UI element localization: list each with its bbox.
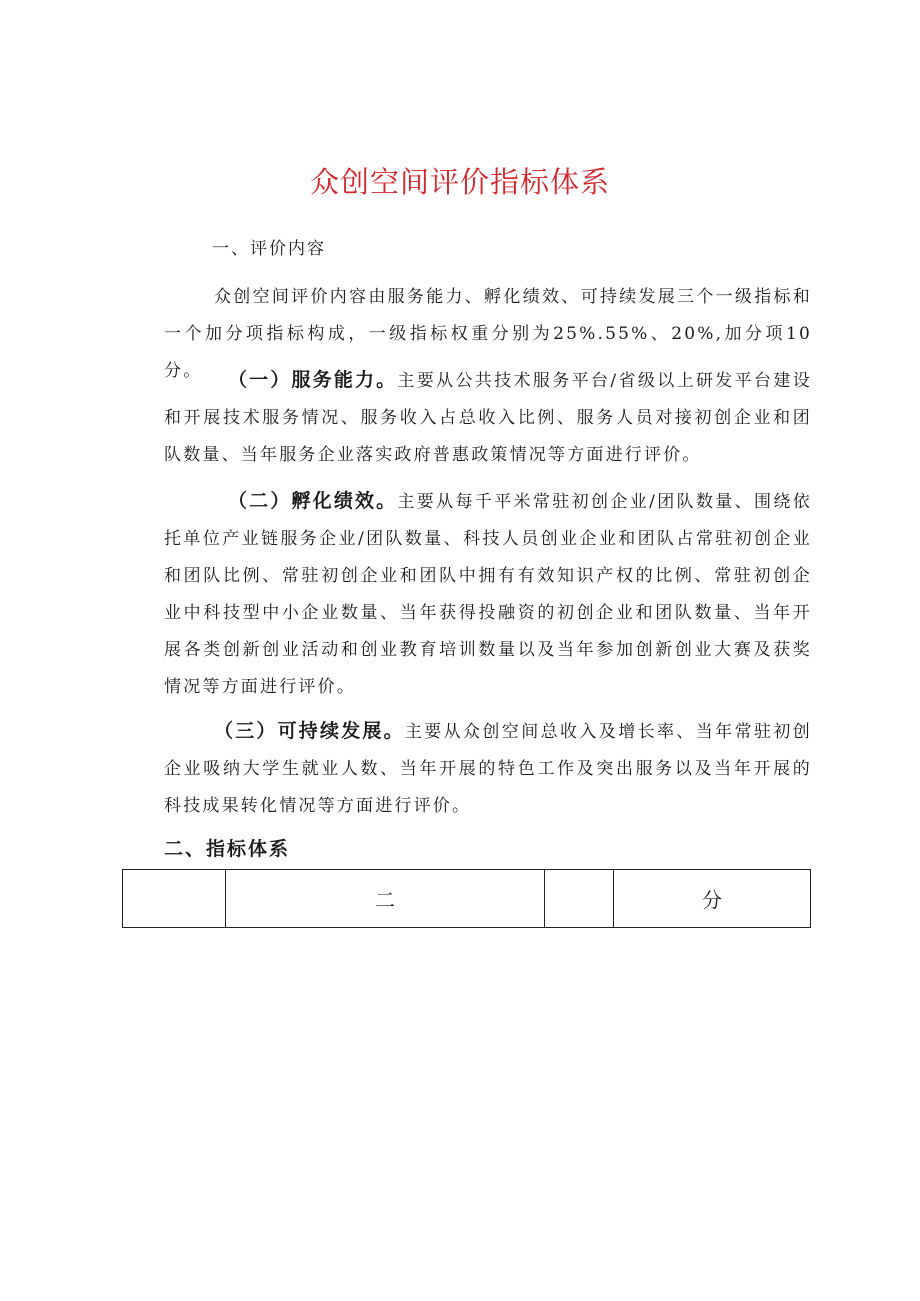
table-cell: 二 — [226, 870, 545, 928]
item-text: 主要从每千平米常驻初创企业/团队数量、围绕依托单位产业链服务企业/团队数量、科技人员创业企业和团队占常驻初创企业和团队比例、常驻初创企业和团队中拥有有效知识产权的比例、常驻初创企业中科技型中小企业数量、当年获得投融资的初创企业和团队数量、当年开展各类创新创业活动和创业教育培训数量以及当年参加创新创业大赛及获奖情况等方面进行评价。 — [164, 492, 812, 697]
item-sustainable-development — [164, 713, 812, 825]
section-heading-evaluation-content: 一、评价内容 — [212, 239, 326, 259]
section-heading-indicator-system: 二、指标体系 — [164, 838, 291, 860]
item-text: 主要从众创空间总收入及增长率、当年常驻初创企业吸纳大学生就业人数、当年开展的特色工作及突出服务以及当年开展的科技成果转化情况等方面进行评价。 — [164, 722, 812, 816]
document-title: 众创空间评价指标体系 — [309, 165, 610, 199]
item-label: （一）服务能力。 — [228, 369, 398, 391]
table-row — [123, 870, 811, 928]
table-cell — [545, 870, 614, 928]
item-label: （二）孵化绩效。 — [228, 490, 398, 512]
item-text: 主要从公共技术服务平台/省级以上研发平台建设和开展技术服务情况、服务收入占总收入比例、服务人员对接初创企业和团队数量、当年服务企业落实政府普惠政策情况等方面进行评价。 — [164, 371, 812, 465]
table-cell — [123, 870, 226, 928]
table-cell: 分 — [614, 870, 811, 928]
item-service-capability — [164, 362, 812, 474]
intro-paragraph: 众创空间评价内容由服务能力、孵化绩效、可持续发展三个一级指标和一个加分项指标构成，一级指标权重分别为25%.55%、20%,加分项10分。 — [164, 287, 812, 381]
indicator-table — [122, 869, 811, 928]
item-label: （三）可持续发展。 — [214, 720, 405, 742]
item-incubation-performance — [164, 483, 812, 706]
